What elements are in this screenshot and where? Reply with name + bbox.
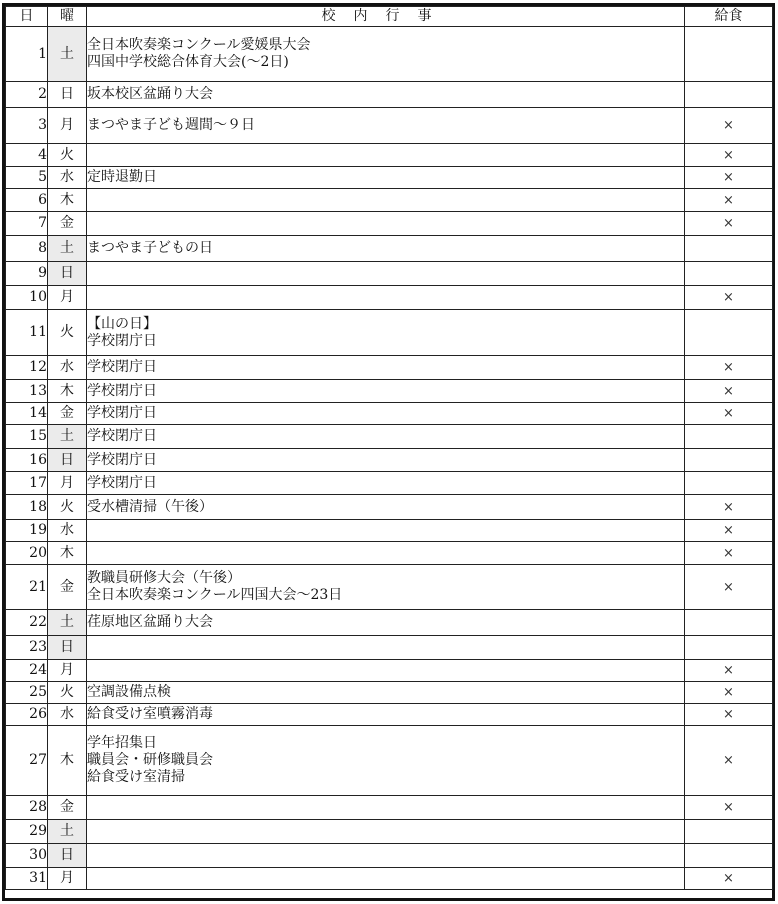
- weekday-cell: 火: [48, 144, 87, 167]
- day-cell: 29: [6, 820, 48, 844]
- event-table: [5, 6, 773, 890]
- table-row: [6, 356, 773, 380]
- event-text: 学校閉庁日: [87, 474, 157, 491]
- event-cell: [87, 495, 685, 520]
- table-row: [6, 636, 773, 660]
- weekday-cell: 土: [48, 610, 87, 636]
- lunch-cell: [685, 236, 773, 262]
- day-cell: 31: [6, 868, 48, 890]
- event-cell: [87, 636, 685, 660]
- event-cell: [87, 108, 685, 144]
- day-cell: 23: [6, 636, 48, 660]
- lunch-cell: [685, 844, 773, 868]
- day-cell: 18: [6, 495, 48, 520]
- lunch-cell: [685, 610, 773, 636]
- weekday-cell: 月: [48, 286, 87, 310]
- day-cell: 22: [6, 610, 48, 636]
- event-cell: [87, 796, 685, 820]
- event-text: 給食受け室清掃: [87, 769, 185, 785]
- event-text: まつやま子ども週間～９日: [87, 117, 255, 133]
- table-row: [6, 449, 773, 472]
- day-cell: 6: [6, 189, 48, 212]
- event-cell: [87, 520, 685, 542]
- event-text: 学校閉庁日: [87, 405, 157, 421]
- lunch-cell: [685, 449, 773, 472]
- event-text: 学校閉庁日: [87, 451, 157, 468]
- day-cell: 17: [6, 472, 48, 495]
- schedule-sheet: [2, 3, 775, 901]
- lunch-cell: ×: [685, 868, 773, 890]
- day-cell: 15: [6, 425, 48, 449]
- lunch-cell: ×: [685, 704, 773, 726]
- weekday-cell: 水: [48, 167, 87, 189]
- weekday-cell: 月: [48, 868, 87, 890]
- table-row: [6, 820, 773, 844]
- day-cell: 26: [6, 704, 48, 726]
- weekday-cell: 木: [48, 726, 87, 796]
- event-cell: [87, 682, 685, 704]
- weekday-cell: 日: [48, 262, 87, 286]
- weekday-cell: 金: [48, 796, 87, 820]
- lunch-cell: ×: [685, 796, 773, 820]
- event-cell: [87, 726, 685, 796]
- event-text: 学校閉庁日: [87, 359, 157, 375]
- table-row: [6, 844, 773, 868]
- weekday-cell: 火: [48, 682, 87, 704]
- weekday-cell: 土: [48, 820, 87, 844]
- weekday-cell: 月: [48, 472, 87, 495]
- day-cell: 8: [6, 236, 48, 262]
- event-text: 空調設備点検: [87, 684, 171, 700]
- table-row: [6, 796, 773, 820]
- day-cell: 16: [6, 449, 48, 472]
- weekday-cell: 金: [48, 403, 87, 425]
- weekday-cell: 木: [48, 380, 87, 403]
- lunch-cell: [685, 262, 773, 286]
- event-text: 全日本吹奏楽コンクール愛媛県大会: [87, 37, 311, 53]
- day-cell: 7: [6, 212, 48, 236]
- table-row: [6, 27, 773, 82]
- day-header: 日: [6, 7, 48, 27]
- table-row: [6, 425, 773, 449]
- table-row: [6, 236, 773, 262]
- weekday-header: 曜: [48, 7, 87, 27]
- weekday-cell: 金: [48, 212, 87, 236]
- table-row: [6, 520, 773, 542]
- event-cell: [87, 704, 685, 726]
- lunch-cell: ×: [685, 144, 773, 167]
- table-row: [6, 682, 773, 704]
- day-cell: 3: [6, 108, 48, 144]
- event-cell: [87, 610, 685, 636]
- table-row: [6, 472, 773, 495]
- event-cell: [87, 472, 685, 495]
- day-cell: 14: [6, 403, 48, 425]
- weekday-cell: 土: [48, 27, 87, 82]
- table-row: [6, 262, 773, 286]
- event-cell: [87, 189, 685, 212]
- lunch-cell: [685, 425, 773, 449]
- event-cell: [87, 542, 685, 565]
- day-cell: 28: [6, 796, 48, 820]
- lunch-cell: [685, 636, 773, 660]
- event-cell: [87, 144, 685, 167]
- lunch-cell: ×: [685, 520, 773, 542]
- day-cell: 9: [6, 262, 48, 286]
- lunch-cell: ×: [685, 542, 773, 565]
- event-cell: [87, 82, 685, 108]
- table-row: [6, 403, 773, 425]
- event-cell: [87, 262, 685, 286]
- table-row: [6, 380, 773, 403]
- weekday-cell: 日: [48, 449, 87, 472]
- table-row: [6, 495, 773, 520]
- day-cell: 11: [6, 310, 48, 356]
- weekday-cell: 日: [48, 82, 87, 108]
- weekday-cell: 日: [48, 844, 87, 868]
- table-row: [6, 212, 773, 236]
- event-text: 定時退勤日: [87, 169, 157, 185]
- event-text: 学年招集日: [87, 735, 157, 751]
- lunch-cell: ×: [685, 356, 773, 380]
- event-text: 学校閉庁日: [87, 332, 157, 349]
- header-row: [6, 7, 773, 27]
- weekday-cell: 日: [48, 636, 87, 660]
- event-cell: [87, 403, 685, 425]
- table-row: [6, 310, 773, 356]
- event-cell: [87, 449, 685, 472]
- event-text: 荏原地区盆踊り大会: [87, 614, 213, 630]
- day-cell: 24: [6, 660, 48, 682]
- table-row: [6, 144, 773, 167]
- lunch-cell: ×: [685, 212, 773, 236]
- table-row: [6, 610, 773, 636]
- lunch-cell: ×: [685, 108, 773, 144]
- event-cell: [87, 844, 685, 868]
- event-cell: [87, 425, 685, 449]
- lunch-cell: ×: [685, 380, 773, 403]
- lunch-cell: ×: [685, 565, 773, 610]
- day-cell: 30: [6, 844, 48, 868]
- event-cell: [87, 212, 685, 236]
- event-cell: [87, 310, 685, 356]
- table-row: [6, 704, 773, 726]
- table-row: [6, 726, 773, 796]
- lunch-header: 給食: [685, 7, 773, 27]
- weekday-cell: 水: [48, 356, 87, 380]
- table-row: [6, 189, 773, 212]
- event-cell: [87, 356, 685, 380]
- lunch-cell: ×: [685, 495, 773, 520]
- weekday-cell: 木: [48, 189, 87, 212]
- lunch-cell: ×: [685, 726, 773, 796]
- table-row: [6, 82, 773, 108]
- weekday-cell: 木: [48, 542, 87, 565]
- event-cell: [87, 380, 685, 403]
- lunch-cell: [685, 472, 773, 495]
- lunch-cell: ×: [685, 682, 773, 704]
- day-cell: 13: [6, 380, 48, 403]
- event-cell: [87, 167, 685, 189]
- day-cell: 2: [6, 82, 48, 108]
- event-cell: [87, 868, 685, 890]
- event-cell: [87, 286, 685, 310]
- weekday-cell: 火: [48, 310, 87, 356]
- event-cell: [87, 660, 685, 682]
- table-row: [6, 108, 773, 144]
- day-cell: 27: [6, 726, 48, 796]
- event-text: まつやま子どもの日: [87, 240, 213, 256]
- lunch-cell: ×: [685, 286, 773, 310]
- table-row: [6, 542, 773, 565]
- event-text: 学校閉庁日: [87, 382, 157, 399]
- day-cell: 12: [6, 356, 48, 380]
- lunch-cell: ×: [685, 403, 773, 425]
- table-row: [6, 167, 773, 189]
- event-text: 【山の日】: [87, 315, 157, 332]
- lunch-cell: [685, 27, 773, 82]
- event-text: 四国中学校総合体育大会(～2日): [87, 54, 289, 70]
- lunch-cell: ×: [685, 660, 773, 682]
- day-cell: 5: [6, 167, 48, 189]
- table-body: [6, 27, 773, 890]
- weekday-cell: 月: [48, 108, 87, 144]
- event-text: 職員会・研修職員会: [87, 752, 213, 768]
- event-cell: [87, 27, 685, 82]
- lunch-cell: ×: [685, 189, 773, 212]
- weekday-cell: 月: [48, 660, 87, 682]
- day-cell: 19: [6, 520, 48, 542]
- event-text: 受水槽清掃（午後）: [87, 498, 213, 515]
- event-text: 全日本吹奏楽コンクール四国大会～23日: [87, 587, 343, 603]
- day-cell: 4: [6, 144, 48, 167]
- event-text: 教職員研修大会（午後）: [87, 570, 241, 586]
- lunch-cell: ×: [685, 167, 773, 189]
- lunch-cell: [685, 820, 773, 844]
- event-header: 校内行事: [87, 7, 685, 27]
- lunch-cell: [685, 310, 773, 356]
- weekday-cell: 水: [48, 704, 87, 726]
- table-row: [6, 286, 773, 310]
- weekday-cell: 火: [48, 495, 87, 520]
- day-cell: 25: [6, 682, 48, 704]
- weekday-cell: 土: [48, 425, 87, 449]
- day-cell: 10: [6, 286, 48, 310]
- weekday-cell: 土: [48, 236, 87, 262]
- event-text: 学校閉庁日: [87, 428, 157, 444]
- weekday-cell: 金: [48, 565, 87, 610]
- table-row: [6, 868, 773, 890]
- event-text: 坂本校区盆踊り大会: [87, 86, 213, 102]
- weekday-cell: 水: [48, 520, 87, 542]
- day-cell: 1: [6, 27, 48, 82]
- event-cell: [87, 236, 685, 262]
- table-row: [6, 565, 773, 610]
- day-cell: 20: [6, 542, 48, 565]
- event-cell: [87, 565, 685, 610]
- lunch-cell: [685, 82, 773, 108]
- event-text: 給食受け室噴霧消毒: [87, 706, 213, 722]
- day-cell: 21: [6, 565, 48, 610]
- table-row: [6, 660, 773, 682]
- event-cell: [87, 820, 685, 844]
